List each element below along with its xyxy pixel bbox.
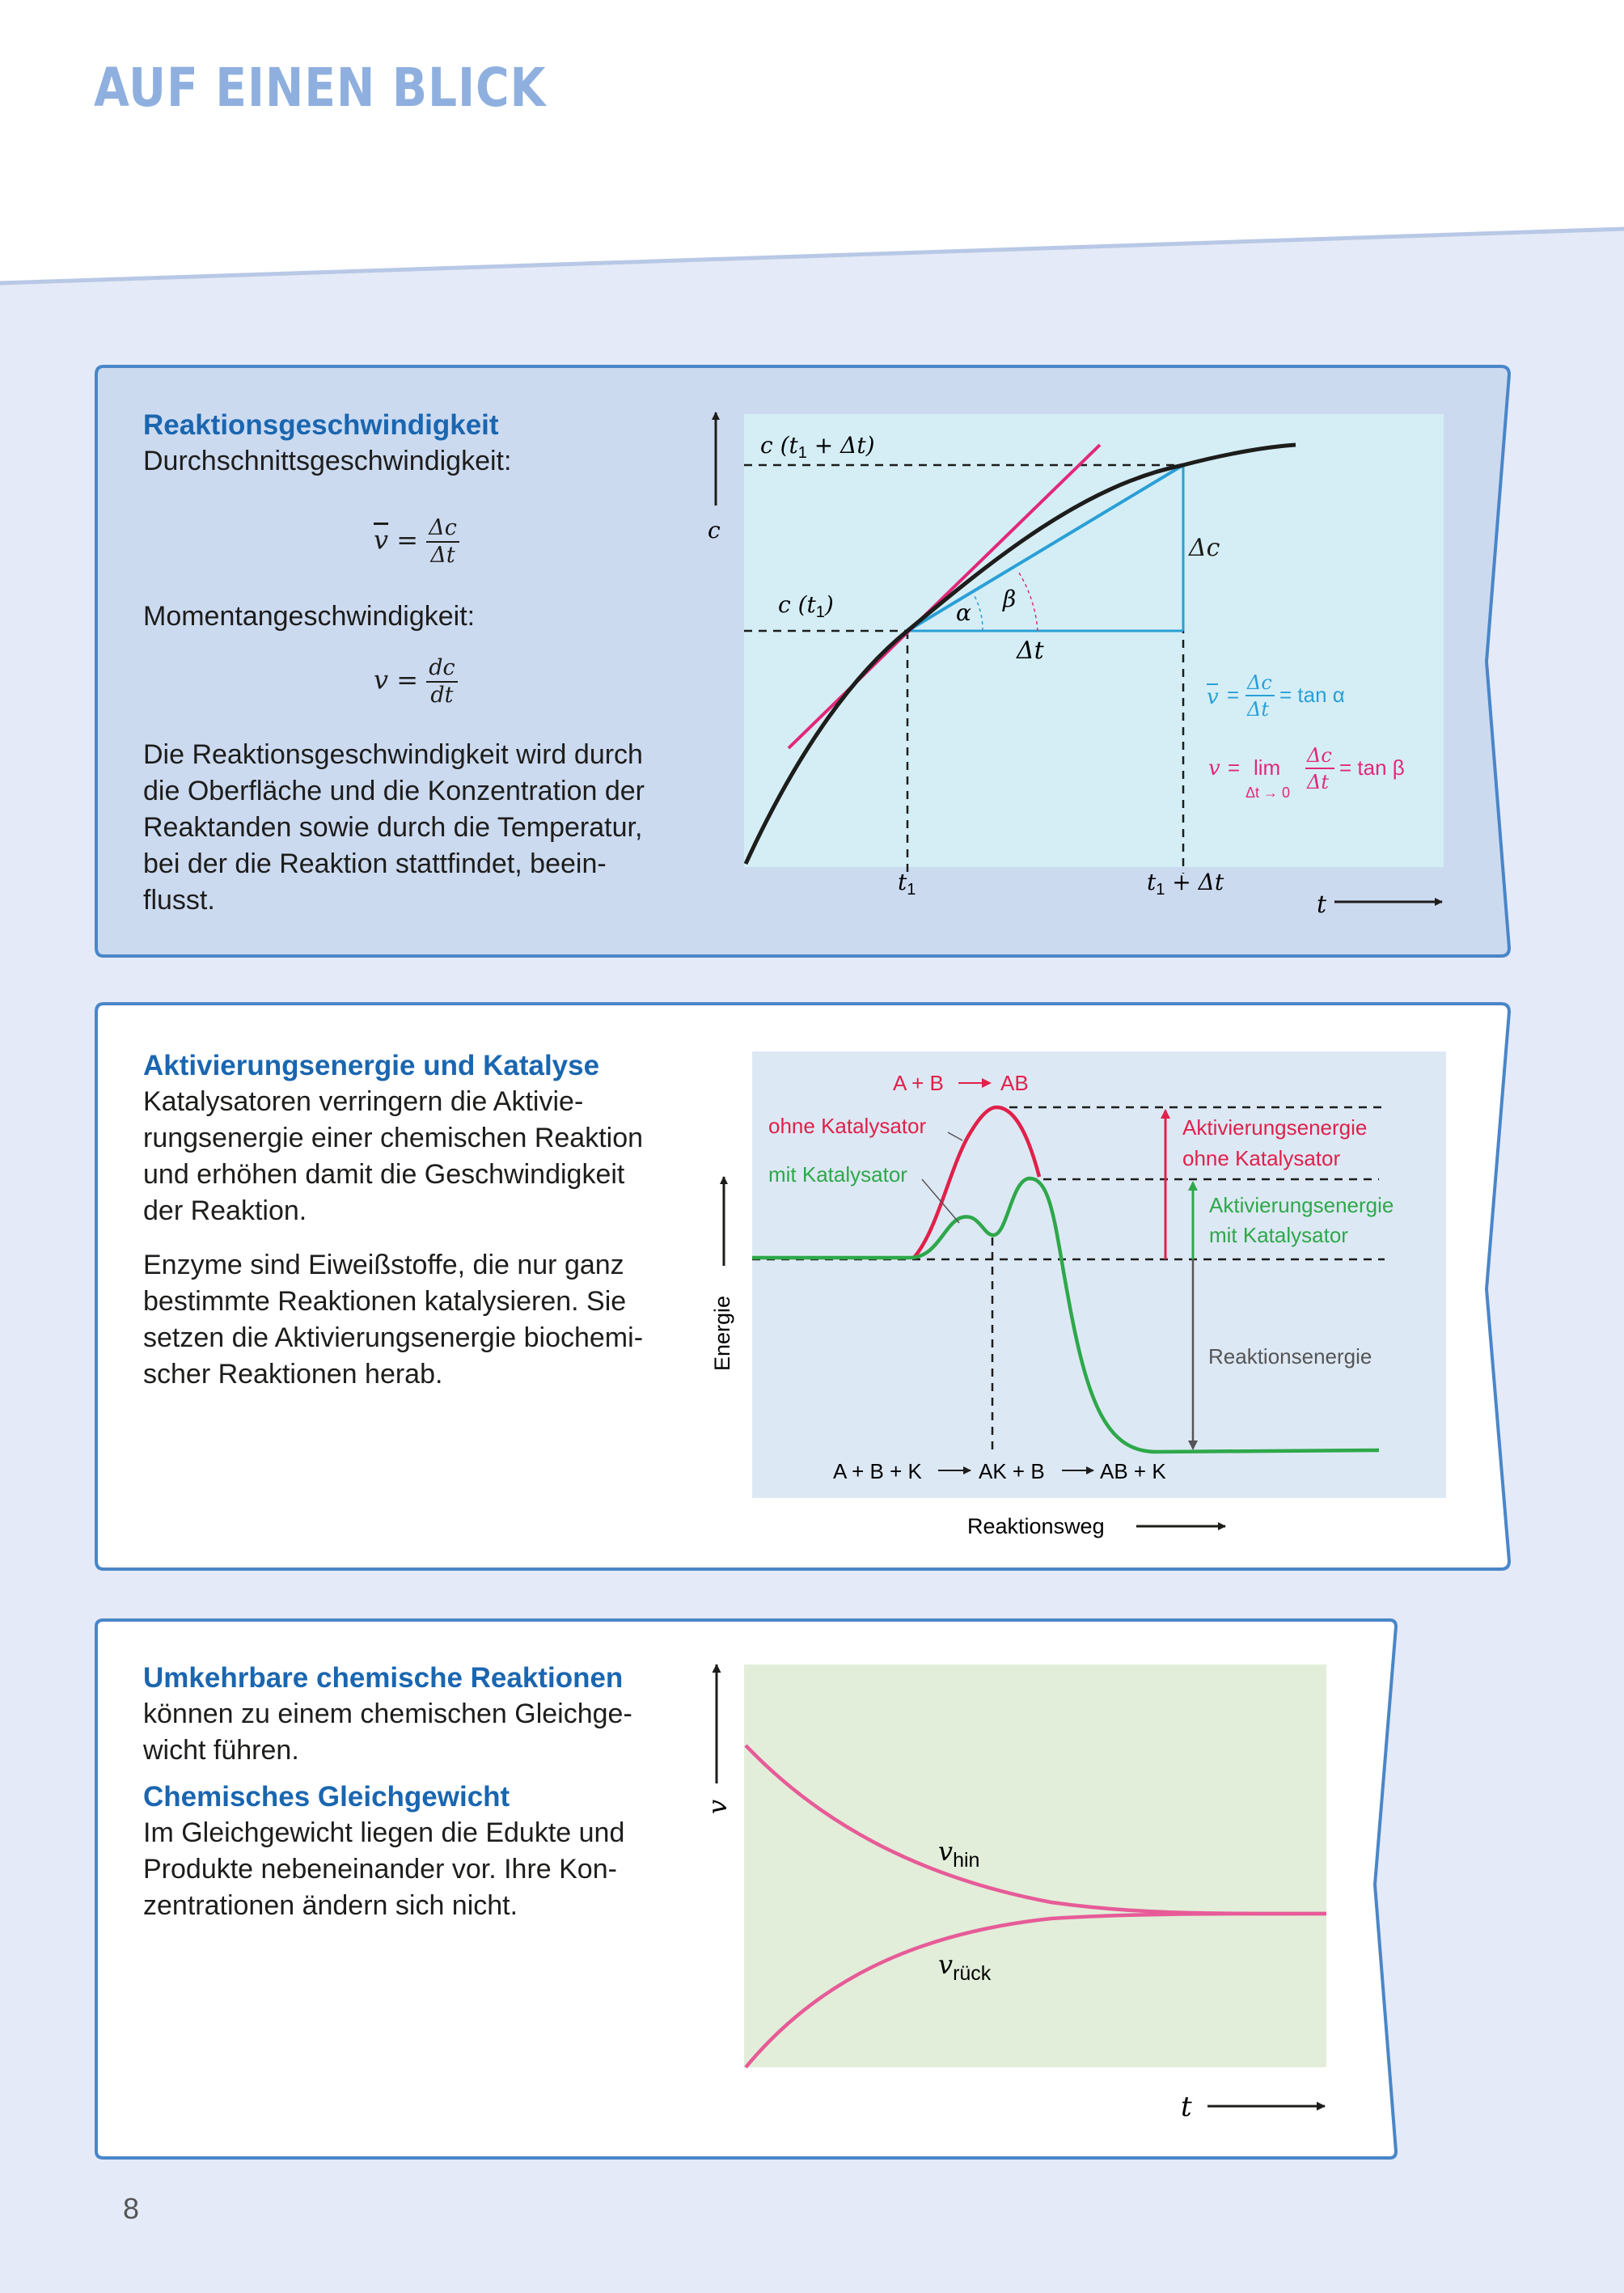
inst-formula-den: dt xyxy=(430,683,454,708)
p3-line: können zu einem chemischen Gleichge- xyxy=(143,1699,632,1729)
panel-3-heading-1: Umkehrbare chemische Reaktionen xyxy=(143,1662,624,1694)
path-label-1: A + B + K xyxy=(833,1459,922,1483)
p1-line: Reaktanden sowie durch die Temperatur, xyxy=(143,812,643,843)
p3-line: wicht führen. xyxy=(143,1735,299,1766)
eq-avg-den: Δt xyxy=(1247,698,1269,721)
activation-energy-chart xyxy=(704,1035,1480,1553)
eq-avg-rhs: = tan α xyxy=(1279,683,1345,707)
avg-speed-label: Durchschnittsgeschwindigkeit: xyxy=(143,446,512,476)
label-c-t1: c $(t_1)$ xyxy=(778,591,834,621)
label-t1dt: $t_1 + \Delta t$ xyxy=(1147,869,1224,899)
ea-without-label-2: ohne Katalysator xyxy=(1182,1146,1341,1170)
chart-1-y-label: c xyxy=(708,517,721,544)
inst-formula-num: dc xyxy=(426,655,457,683)
p3-line: zentrationen ändern sich nicht. xyxy=(143,1890,518,1921)
p1-line: Die Reaktionsgeschwindigkeit wird durch xyxy=(143,739,643,770)
p2-line: setzen die Aktivierungsenergie biochemi- xyxy=(143,1322,644,1353)
inst-speed-label: Momentangeschwindigkeit: xyxy=(143,601,476,632)
eq-avg-lhs: v xyxy=(1207,685,1219,709)
p3-line: Im Gleichgewicht liegen die Edukte und xyxy=(143,1817,625,1848)
top-reaction-label: A + B xyxy=(893,1071,944,1095)
top-product-label: AB xyxy=(1000,1071,1029,1095)
label-c-t1dt: c $(t_1 + \Delta t)$ xyxy=(760,432,875,462)
inst-speed-formula xyxy=(374,655,458,709)
label-v-rueck: $v_{rück}$ xyxy=(938,1949,992,1985)
chart-1-plot-area xyxy=(744,414,1444,867)
ea-with-label-1: Aktivierungsenergie xyxy=(1209,1193,1394,1217)
label-with-catalyst: mit Katalysator xyxy=(768,1162,907,1187)
eq-avg-eq: = xyxy=(1227,683,1240,707)
reaction-rate-chart xyxy=(696,396,1472,930)
inst-formula-lhs: v xyxy=(374,664,389,696)
eq-inst-lim-sub: Δt → 0 xyxy=(1245,785,1291,801)
p2-line: der Reaktion. xyxy=(143,1195,307,1226)
avg-formula-fraction xyxy=(426,515,459,569)
eq-avg-num: Δc xyxy=(1247,671,1272,694)
ea-without-label-1: Aktivierungsenergie xyxy=(1182,1115,1368,1140)
chart-1-x-label: t xyxy=(1317,891,1327,919)
chart-3-y-label: v xyxy=(702,1799,733,1814)
eq-inst-den: Δt xyxy=(1307,771,1329,793)
avg-formula-equals: = xyxy=(396,524,419,556)
label-beta: β xyxy=(1003,586,1017,612)
panel-1-text xyxy=(143,407,693,480)
label-delta-t: Δt xyxy=(1017,637,1044,665)
p2-line: Katalysatoren verringern die Aktivie- xyxy=(143,1086,584,1117)
inst-formula-fraction xyxy=(426,655,457,709)
p2-line: scher Reaktionen herab. xyxy=(143,1359,443,1390)
chart-2-x-label: Reaktionsweg xyxy=(967,1514,1105,1538)
ea-with-label-2: mit Katalysator xyxy=(1209,1223,1348,1247)
p3-line: Produkte nebeneinander vor. Ihre Kon- xyxy=(143,1854,617,1885)
eq-inst-lim: lim xyxy=(1254,755,1281,780)
p2-line: Enzyme sind Eiweißstoffe, die nur ganz xyxy=(143,1250,624,1280)
panel-1-heading: Reaktionsgeschwindigkeit xyxy=(143,409,499,441)
inst-speed-label-wrap xyxy=(143,599,693,635)
label-alpha: α xyxy=(956,599,971,626)
avg-formula-lhs: $\overline{v}$ xyxy=(374,524,389,556)
eq-inst-lhs: v xyxy=(1208,756,1220,781)
p1-line: flusst. xyxy=(143,885,215,916)
path-label-2: AK + B xyxy=(979,1459,1045,1483)
label-v-hin: $v_{hin}$ xyxy=(938,1836,980,1872)
avg-formula-den: Δt xyxy=(430,543,455,568)
label-delta-c: Δc xyxy=(1189,534,1220,562)
label-without-catalyst: ohne Katalysator xyxy=(768,1114,927,1138)
panel-1-paragraph xyxy=(143,737,693,919)
path-label-3: AB + K xyxy=(1100,1459,1166,1483)
label-t1: $t_1$ xyxy=(898,869,916,899)
p1-line: die Oberfläche und die Konzentration der xyxy=(143,776,645,806)
inst-formula-equals: = xyxy=(396,664,419,696)
p2-line: bestimmte Reaktionen katalysieren. Sie xyxy=(143,1286,627,1317)
eq-inst-num: Δc xyxy=(1307,744,1332,767)
panel-3-heading-2: Chemisches Gleichgewicht xyxy=(143,1781,510,1813)
chart-2-y-label: Energie xyxy=(710,1295,734,1371)
equilibrium-chart xyxy=(696,1650,1375,2135)
p1-line: bei der die Reaktion stattfindet, beein- xyxy=(143,848,607,879)
panel-2-text xyxy=(143,1047,693,1393)
avg-formula-num: Δc xyxy=(426,515,459,543)
panel-2-heading: Aktivierungsenergie und Katalyse xyxy=(143,1050,600,1081)
eq-inst-eq: = xyxy=(1228,755,1241,780)
page-title: AUF EINEN BLICK xyxy=(94,57,547,119)
avg-speed-formula xyxy=(374,515,459,569)
reaction-energy-label: Reaktionsenergie xyxy=(1208,1344,1372,1369)
p2-line: rungsenergie einer chemischen Reaktion xyxy=(143,1123,644,1153)
eq-inst-rhs: = tan β xyxy=(1339,755,1405,780)
p2-line: und erhöhen damit die Geschwindigkeit xyxy=(143,1159,625,1190)
chart-3-x-label: t xyxy=(1181,2091,1192,2123)
panel-3-text xyxy=(143,1660,693,1924)
page-number: 8 xyxy=(123,2192,140,2225)
chart-3-plot-area xyxy=(744,1665,1326,2067)
